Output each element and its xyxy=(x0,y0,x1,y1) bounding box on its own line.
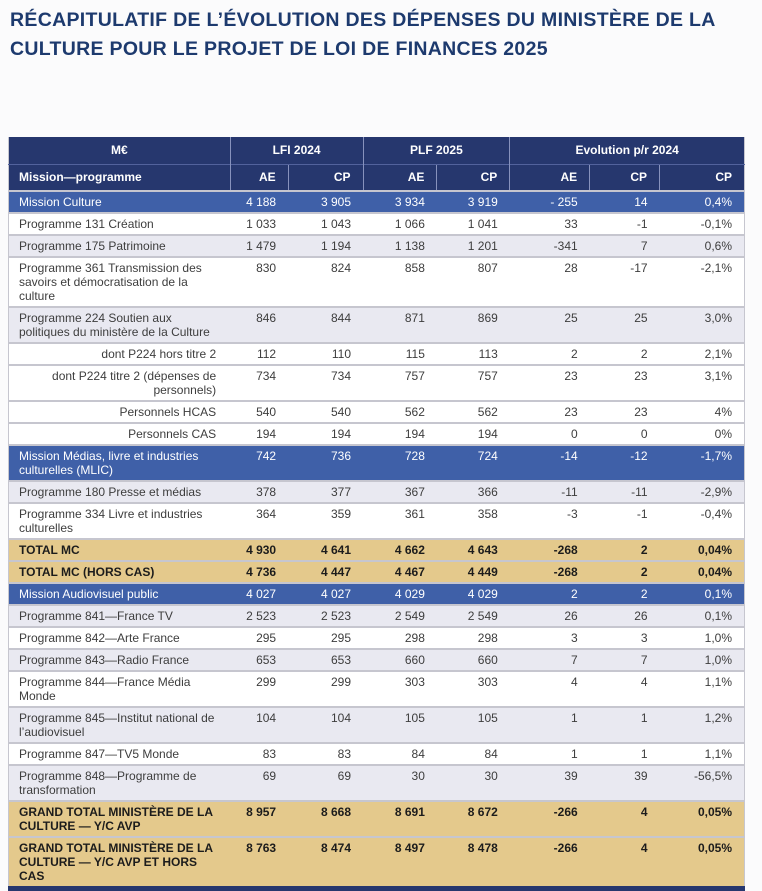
column-group-evolution: Evolution p/r 2024 xyxy=(510,137,745,165)
value-cell: 359 xyxy=(330,506,351,521)
table-row xyxy=(9,649,745,671)
value-cell: 69 xyxy=(262,768,277,783)
value-cell: 742 xyxy=(256,448,277,463)
value-cell: 562 xyxy=(477,404,498,419)
value-cell: 2 xyxy=(640,542,648,557)
table-row xyxy=(9,503,745,539)
value-cell: 1,1% xyxy=(704,746,732,761)
page-title: RÉCAPITULATIF DE L’ÉVOLUTION DES DÉPENSES DU MINISTÈRE DE LA CULTURE POUR LE PROJET DE LOI DE FINANCES 2025 xyxy=(10,9,715,61)
value-cell: 8 763 xyxy=(246,840,277,855)
value-cell: 0,1% xyxy=(704,586,732,601)
value-cell: 377 xyxy=(330,484,351,499)
value-cell: 0 xyxy=(640,426,648,441)
value-cell: 8 668 xyxy=(320,804,351,819)
value-cell: 2 xyxy=(640,346,648,361)
value-cell: 39 xyxy=(564,768,578,783)
row-label: GRAND TOTAL MINISTÈRE DE LA CULTURE — Y/C AVP ET HORS CAS xyxy=(19,840,213,883)
value-cell: 194 xyxy=(330,426,351,441)
row-label: Programme 334 Livre et industries culturelles xyxy=(19,506,203,535)
table-row xyxy=(9,213,745,235)
value-cell: 660 xyxy=(404,652,425,667)
value-cell: 4 027 xyxy=(246,586,277,601)
value-cell: 358 xyxy=(477,506,498,521)
value-cell: 299 xyxy=(330,674,351,689)
value-cell: 4 xyxy=(640,674,648,689)
value-cell: 2,1% xyxy=(704,346,732,361)
value-cell: 2 xyxy=(640,586,648,601)
sub-header-cell: CP xyxy=(288,165,363,191)
value-cell: -341 xyxy=(553,238,578,253)
value-cell: 194 xyxy=(404,426,425,441)
value-cell: 4 662 xyxy=(394,542,425,557)
value-cell: 0,04% xyxy=(697,564,732,579)
value-cell: 4 029 xyxy=(467,586,498,601)
row-label: Programme 843—Radio France xyxy=(19,652,190,667)
value-cell: 0 xyxy=(571,426,578,441)
value-cell: 2 549 xyxy=(394,608,425,623)
value-cell: -2,1% xyxy=(700,260,732,275)
value-cell: 1 479 xyxy=(246,238,277,253)
value-cell: 4 xyxy=(571,674,578,689)
budget-table xyxy=(8,137,745,891)
value-cell: 3,1% xyxy=(704,368,732,383)
value-cell: 3 919 xyxy=(467,194,498,209)
value-cell: 4 xyxy=(640,804,648,819)
table-row xyxy=(9,257,745,307)
value-cell: 8 957 xyxy=(246,804,277,819)
value-cell: 23 xyxy=(564,368,578,383)
row-label: Programme 180 Presse et médias xyxy=(19,484,202,499)
value-cell: 1 066 xyxy=(394,216,425,231)
row-label: Mission Culture xyxy=(19,194,102,209)
value-cell: 298 xyxy=(477,630,498,645)
value-cell: -14 xyxy=(560,448,578,463)
value-cell: 104 xyxy=(330,710,351,725)
value-cell: 734 xyxy=(330,368,351,383)
value-cell: 0,4% xyxy=(704,194,732,209)
value-cell: 8 478 xyxy=(467,840,498,855)
value-cell: 8 474 xyxy=(320,840,351,855)
row-label: Programme 847—TV5 Monde xyxy=(19,746,180,761)
header-sub-row xyxy=(9,165,745,191)
value-cell: 4% xyxy=(714,404,732,419)
row-label: TOTAL MC (HORS CAS) xyxy=(19,564,155,579)
row-label: GRAND TOTAL MINISTÈRE DE LA CULTURE — Y/C AVP xyxy=(19,804,213,833)
value-cell: 4 930 xyxy=(246,542,277,557)
value-cell: 830 xyxy=(256,260,277,275)
value-cell: 1 194 xyxy=(320,238,351,253)
value-cell: 734 xyxy=(256,368,277,383)
row-label: Programme 361 Transmission des savoirs et démocratisation de la culture xyxy=(19,260,202,303)
table-row xyxy=(9,445,745,481)
table-row xyxy=(9,605,745,627)
column-group-plf-2025: PLF 2025 xyxy=(363,137,510,165)
value-cell: 858 xyxy=(404,260,425,275)
value-cell: 1 xyxy=(640,746,648,761)
table-row xyxy=(9,401,745,423)
value-cell: 69 xyxy=(337,768,351,783)
value-cell: 83 xyxy=(337,746,351,761)
value-cell: 2 549 xyxy=(467,608,498,623)
value-cell: 8 691 xyxy=(394,804,425,819)
value-cell: -0,4% xyxy=(700,506,732,521)
value-cell: 303 xyxy=(477,674,498,689)
value-cell: 1,2% xyxy=(704,710,732,725)
value-cell: 0,05% xyxy=(697,840,732,855)
value-cell: 361 xyxy=(404,506,425,521)
table-header xyxy=(9,137,745,191)
value-cell: -266 xyxy=(553,804,578,819)
value-cell: -268 xyxy=(553,542,578,557)
row-label: Personnels CAS xyxy=(128,426,217,441)
value-cell: -17 xyxy=(630,260,648,275)
value-cell: -1 xyxy=(636,506,648,521)
value-cell: 23 xyxy=(564,404,578,419)
row-label: Programme 131 Création xyxy=(19,216,154,231)
value-cell: 4 449 xyxy=(467,564,498,579)
value-cell: 540 xyxy=(256,404,277,419)
table-row xyxy=(9,307,745,343)
row-label: Programme 175 Patrimoine xyxy=(19,238,166,253)
row-label: Mission Médias, livre et industries culturelles (MLIC) xyxy=(19,448,199,477)
table-row xyxy=(9,583,745,605)
value-cell: 1 043 xyxy=(320,216,351,231)
value-cell: 8 497 xyxy=(394,840,425,855)
value-cell: 0% xyxy=(714,426,732,441)
value-cell: 1 041 xyxy=(467,216,498,231)
value-cell: 364 xyxy=(256,506,277,521)
row-label: Mission Audiovisuel public xyxy=(19,586,159,601)
value-cell: 4 641 xyxy=(320,542,351,557)
value-cell: 1 xyxy=(571,746,578,761)
value-cell: 757 xyxy=(477,368,498,383)
value-cell: 562 xyxy=(404,404,425,419)
value-cell: 846 xyxy=(256,310,277,325)
value-cell: 4 447 xyxy=(320,564,351,579)
value-cell: 23 xyxy=(634,404,648,419)
value-cell: 28 xyxy=(564,260,578,275)
table-row xyxy=(9,671,745,707)
value-cell: 2 523 xyxy=(246,608,277,623)
value-cell: -1 xyxy=(636,216,648,231)
value-cell: 724 xyxy=(477,448,498,463)
row-label: TOTAL MC xyxy=(19,542,80,557)
table-row xyxy=(9,801,745,837)
value-cell: 0,1% xyxy=(704,608,732,623)
value-cell: 653 xyxy=(256,652,277,667)
table-row xyxy=(9,837,745,889)
value-cell: 3 xyxy=(640,630,648,645)
value-cell: 4 643 xyxy=(467,542,498,557)
value-cell: 4 027 xyxy=(320,586,351,601)
row-label: dont P224 titre 2 (dépenses de personnels) xyxy=(52,368,217,397)
value-cell: -1,7% xyxy=(700,448,732,463)
value-cell: 378 xyxy=(256,484,277,499)
value-cell: 303 xyxy=(404,674,425,689)
value-cell: 3,0% xyxy=(704,310,732,325)
value-cell: -3 xyxy=(567,506,578,521)
value-cell: 2 xyxy=(571,346,578,361)
value-cell: 807 xyxy=(477,260,498,275)
value-cell: 14 xyxy=(634,194,648,209)
value-cell: 104 xyxy=(256,710,277,725)
table-row xyxy=(9,191,745,213)
value-cell: 1,1% xyxy=(704,674,732,689)
value-cell: -2,9% xyxy=(700,484,732,499)
mission-programme-header: Mission—programme xyxy=(9,165,231,191)
value-cell: 0,04% xyxy=(697,542,732,557)
row-label: dont P224 hors titre 2 xyxy=(101,346,217,361)
value-cell: 110 xyxy=(331,346,351,361)
value-cell: 757 xyxy=(404,368,425,383)
table-row xyxy=(9,765,745,801)
sub-header-cell: CP xyxy=(660,165,745,191)
value-cell: 4 xyxy=(640,840,648,855)
value-cell: 25 xyxy=(564,310,578,325)
value-cell: 540 xyxy=(330,404,351,419)
value-cell: 367 xyxy=(404,484,425,499)
value-cell: 653 xyxy=(330,652,351,667)
value-cell: 1 033 xyxy=(246,216,277,231)
table-row xyxy=(9,343,745,365)
value-cell: 736 xyxy=(330,448,351,463)
value-cell: 115 xyxy=(405,346,425,361)
value-cell: 3 xyxy=(571,630,578,645)
value-cell: 1 138 xyxy=(394,238,425,253)
table-row xyxy=(9,423,745,445)
value-cell: 2 xyxy=(571,586,578,601)
table-row xyxy=(9,539,745,561)
value-cell: 295 xyxy=(256,630,277,645)
unit-header: M€ xyxy=(9,137,231,165)
value-cell: 1 xyxy=(571,710,578,725)
value-cell: 1,0% xyxy=(704,630,732,645)
value-cell: -11 xyxy=(561,484,578,499)
value-cell: 33 xyxy=(564,216,578,231)
row-label: Programme 842—Arte France xyxy=(19,630,180,645)
value-cell: 7 xyxy=(640,652,648,667)
table-row xyxy=(9,743,745,765)
sub-header-cell: CP xyxy=(437,165,510,191)
value-cell: -56,5% xyxy=(693,768,732,783)
value-cell: 7 xyxy=(640,238,648,253)
value-cell: 113 xyxy=(478,346,498,361)
value-cell: 869 xyxy=(477,310,498,325)
table-body xyxy=(9,191,745,889)
row-label: Programme 848—Programme de transformation xyxy=(19,768,197,797)
table-row xyxy=(9,481,745,503)
value-cell: 844 xyxy=(330,310,351,325)
row-label: Programme 224 Soutien aux politiques du ministère de la Culture xyxy=(19,310,210,339)
value-cell: 295 xyxy=(330,630,351,645)
value-cell: 30 xyxy=(484,768,498,783)
value-cell: 194 xyxy=(477,426,498,441)
value-cell: 8 672 xyxy=(467,804,498,819)
sub-header-cell: CP xyxy=(590,165,660,191)
value-cell: 298 xyxy=(404,630,425,645)
value-cell: 39 xyxy=(634,768,648,783)
value-cell: 1 xyxy=(640,710,648,725)
table-row xyxy=(9,561,745,583)
value-cell: 26 xyxy=(564,608,578,623)
sub-header-cell: AE xyxy=(363,165,437,191)
value-cell: 30 xyxy=(411,768,425,783)
value-cell: 4 736 xyxy=(246,564,277,579)
row-label: Personnels HCAS xyxy=(119,404,217,419)
value-cell: 0,05% xyxy=(697,804,732,819)
value-cell: 112 xyxy=(256,346,277,361)
table-row xyxy=(9,235,745,257)
value-cell: 2 xyxy=(640,564,648,579)
table-row xyxy=(9,365,745,401)
value-cell: 299 xyxy=(256,674,277,689)
column-group-lfi-2024: LFI 2024 xyxy=(230,137,363,165)
row-label: Programme 845—Institut national de l’audiovisuel xyxy=(19,710,215,739)
value-cell: -268 xyxy=(553,564,578,579)
value-cell: 105 xyxy=(477,710,498,725)
value-cell: 1 201 xyxy=(467,238,498,253)
table-row xyxy=(9,707,745,743)
value-cell: 0,6% xyxy=(704,238,732,253)
value-cell: 871 xyxy=(404,310,425,325)
row-label: Programme 841—France TV xyxy=(19,608,173,623)
sub-header-cell: AE xyxy=(230,165,288,191)
value-cell: 4 188 xyxy=(246,194,277,209)
value-cell: 7 xyxy=(571,652,578,667)
value-cell: 23 xyxy=(634,368,648,383)
value-cell: 25 xyxy=(634,310,648,325)
value-cell: 2 523 xyxy=(320,608,351,623)
sub-header-cell: AE xyxy=(510,165,590,191)
value-cell: -12 xyxy=(630,448,648,463)
value-cell: 1,0% xyxy=(704,652,732,667)
value-cell: -266 xyxy=(553,840,578,855)
value-cell: 4 467 xyxy=(394,564,425,579)
value-cell: 83 xyxy=(262,746,277,761)
value-cell: 26 xyxy=(634,608,648,623)
value-cell: - 255 xyxy=(550,194,578,209)
header-group-row xyxy=(9,137,745,165)
value-cell: 84 xyxy=(411,746,425,761)
value-cell: 105 xyxy=(404,710,425,725)
value-cell: -11 xyxy=(631,484,648,499)
value-cell: 4 029 xyxy=(394,586,425,601)
value-cell: 3 905 xyxy=(320,194,351,209)
value-cell: 84 xyxy=(484,746,498,761)
value-cell: 660 xyxy=(477,652,498,667)
value-cell: 3 934 xyxy=(394,194,425,209)
value-cell: 728 xyxy=(404,448,425,463)
value-cell: 194 xyxy=(256,426,277,441)
value-cell: 824 xyxy=(330,260,351,275)
table-row xyxy=(9,627,745,649)
value-cell: -0,1% xyxy=(700,216,732,231)
value-cell: 366 xyxy=(477,484,498,499)
row-label: Programme 844—France Média Monde xyxy=(19,674,191,703)
